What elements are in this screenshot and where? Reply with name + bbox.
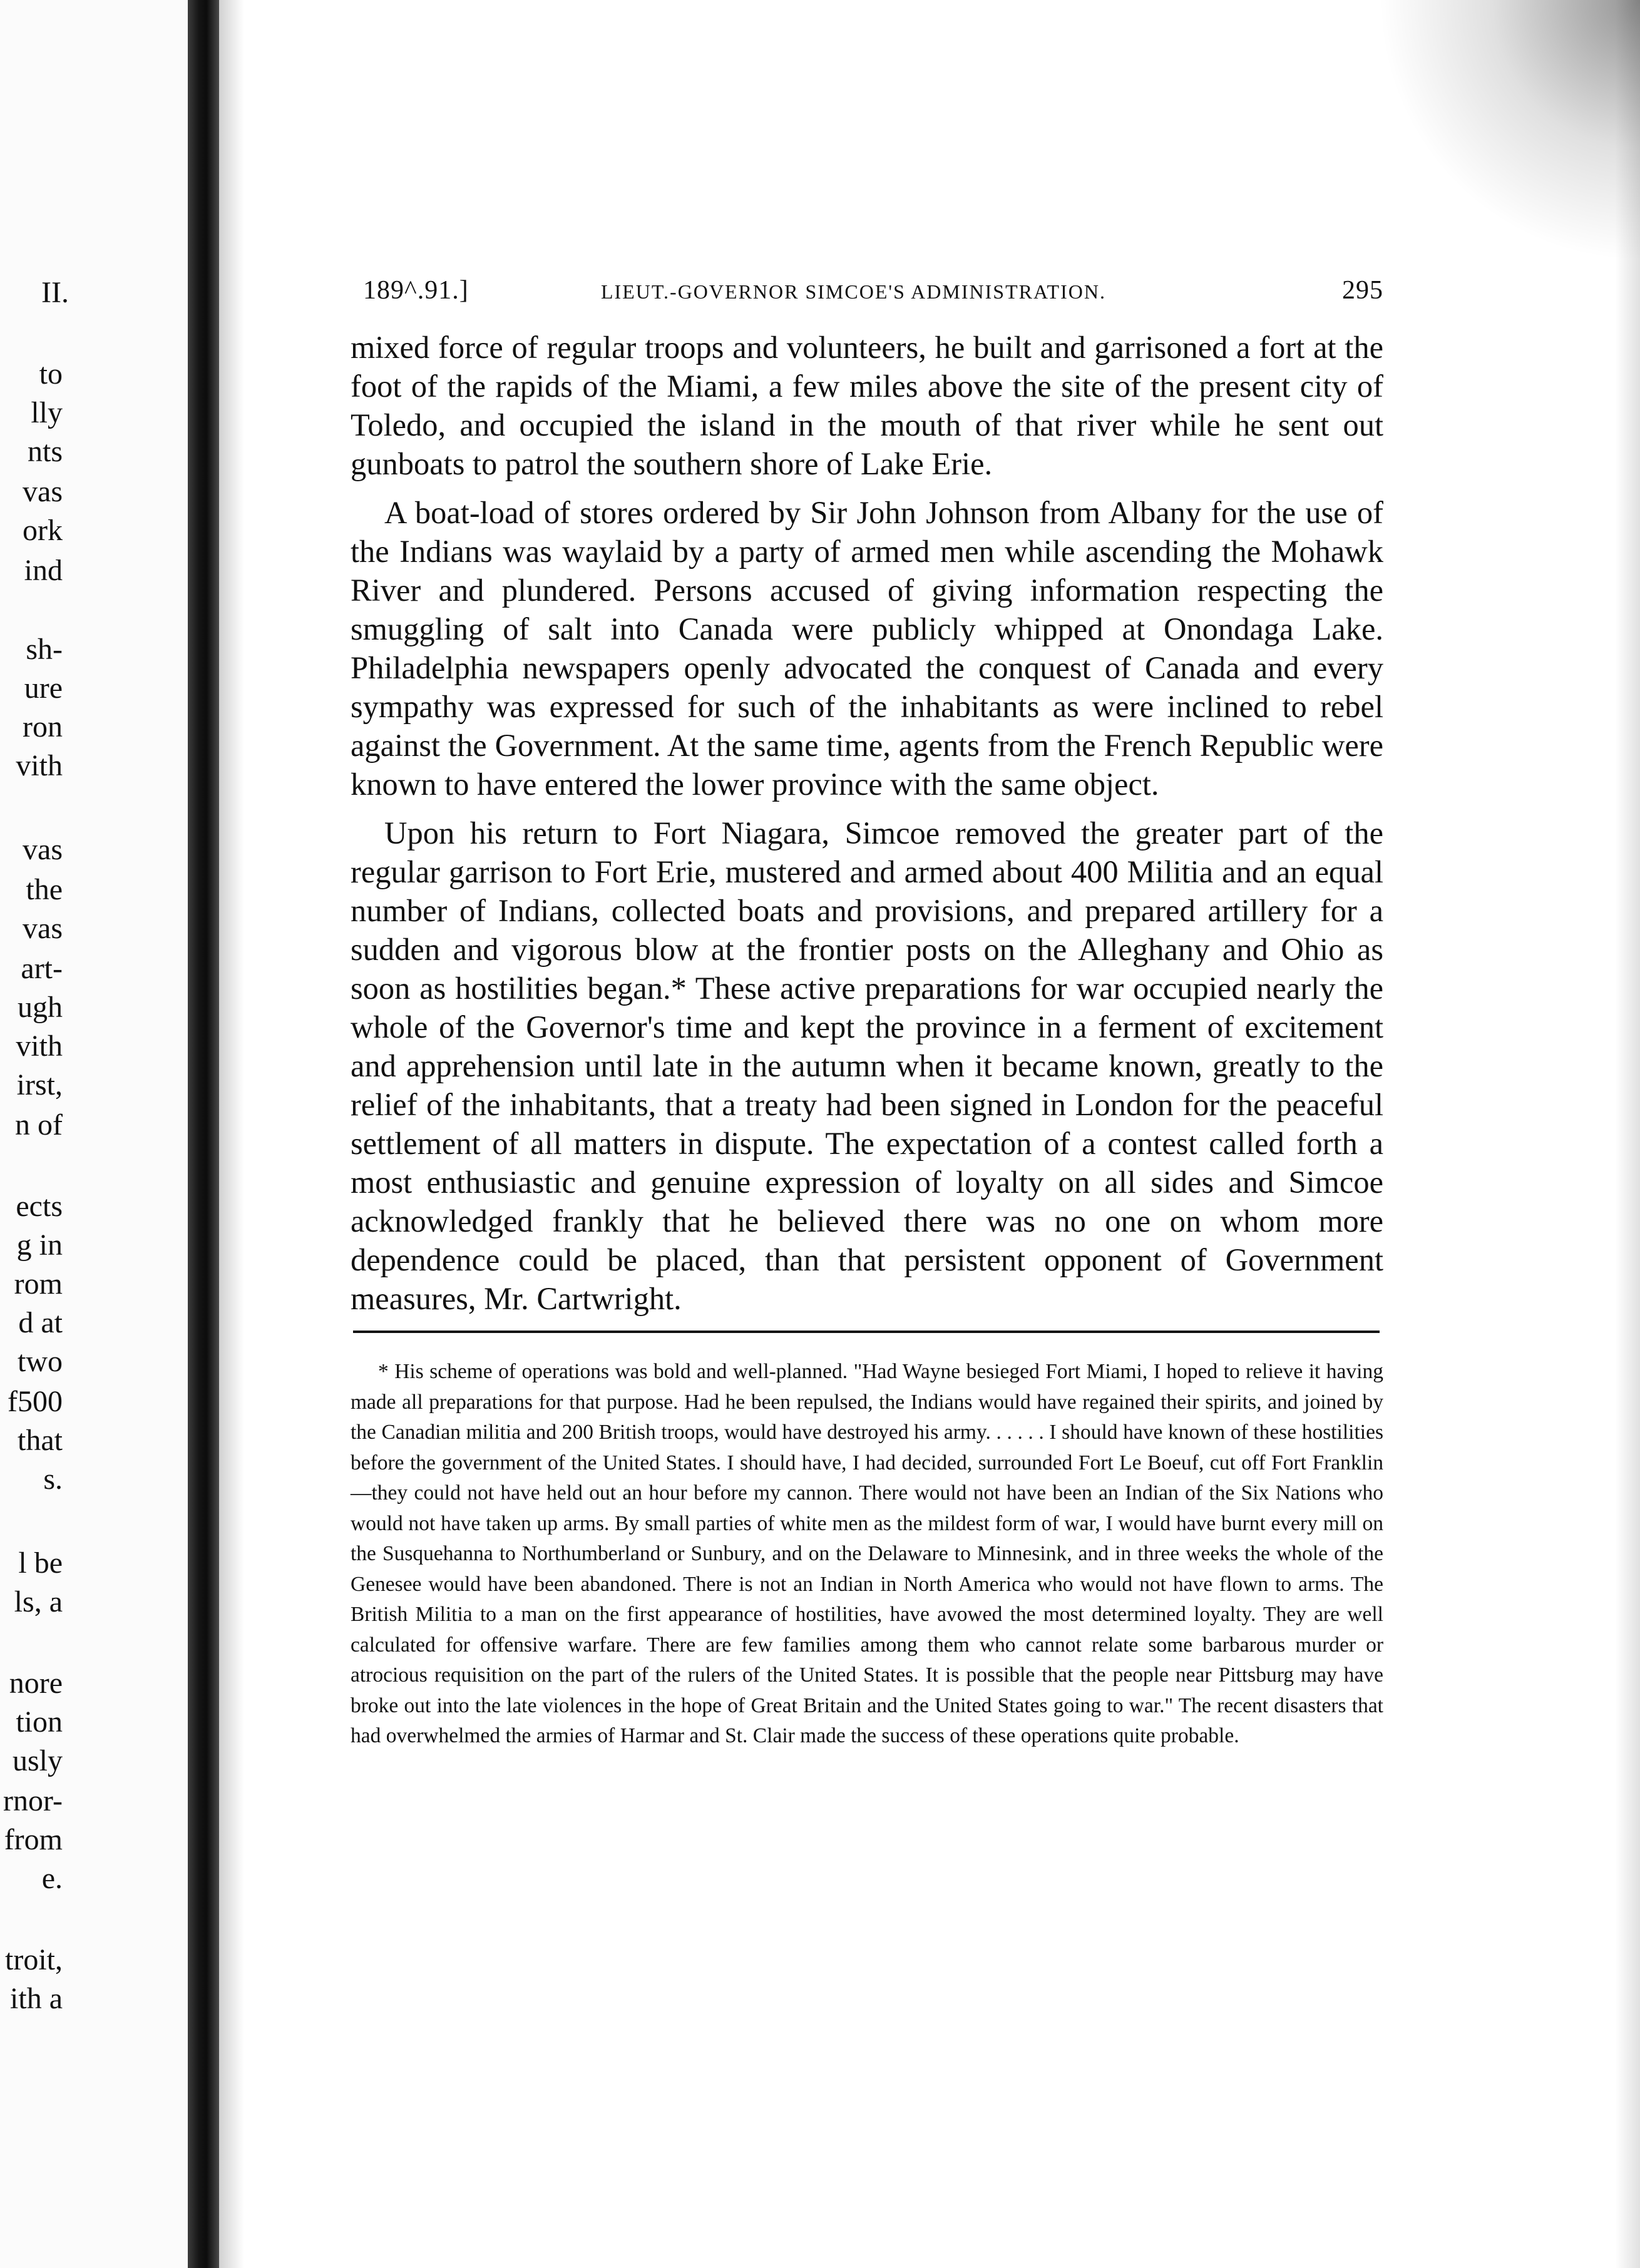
facing-page-fragment: l be (18, 1546, 63, 1580)
facing-page-fragment: that (18, 1424, 63, 1457)
facing-page-fragment: from (4, 1823, 63, 1856)
facing-page-fragment: g in (16, 1228, 63, 1262)
facing-page-fragment: vith (16, 1029, 63, 1063)
facing-page-strip (0, 0, 188, 2268)
facing-page-fragment: d at (18, 1306, 63, 1339)
page-edge-shadow (1615, 0, 1640, 2268)
facing-page-fragment: ure (24, 672, 63, 705)
facing-page-fragment: irst, (16, 1068, 63, 1101)
facing-page-fragment: art- (21, 952, 63, 985)
facing-page-fragment: to (39, 357, 63, 391)
facing-page-fragment: ron (23, 710, 63, 743)
facing-page-fragment: f500 (8, 1385, 63, 1418)
facing-page-fragment: tion (16, 1705, 63, 1739)
facing-page-fragment: nts (27, 435, 63, 468)
facing-page-fragment: two (18, 1345, 63, 1378)
paragraph: mixed force of regular troops and volunteers, he built and garrisoned a fort at the foot of the rapids of the Miami, a few miles above the site of the present city of Toledo, and occupied the island in the mouth of that river while he sent out gunboats to patrol the southern shore of Lake Erie. (351, 330, 1383, 481)
facing-page-fragment: troit, (5, 1943, 63, 1976)
paragraph: Upon his return to Fort Niagara, Simcoe removed the greater part of the regular garrison to Fort Erie, mustered and armed about 400 Militia and an equal number of Indians, collected boats and provisions, and prepared artillery for a sudden and vigorous blow at the frontier posts on the Alleghany and Ohio as soon as hostilities began.* These active preparations for war occupied nearly the whole of the Governor's time and kept the province in a ferment of excitement and apprehension until late in the autumn when it became known, greatly to the relief of the inhabitants, that a treaty had been signed in London for the peaceful settlement of all matters in dispute. The expectation of a contest called forth a most enthusiastic and genuine expression of loyalty on all sides and Simcoe acknowledged frankly that he believed there was no one on whom more dependence could be placed, than that persistent opponent of Government measures, Mr. Cartwright. (351, 815, 1383, 1316)
facing-page-fragment: vith (16, 749, 63, 782)
footnote (351, 1357, 1383, 1752)
gutter-shadow (219, 0, 244, 2268)
footnote-rule (353, 1331, 1380, 1333)
facing-page-fragment: lly (31, 396, 63, 429)
facing-page-fragment: the (26, 873, 63, 906)
footnote-text: * His scheme of operations was bold and well-planned. "Had Wayne besieged Fort Miami, I hoped to relieve it having made all preparations for that purpose. Had he been repulsed, the Indians would have regained their spirits, and joined by the Canadian militia and 200 British troops, would have destroyed his army. . . . . . I should have known of these hostilities before the government of the United States. I should have, I had decided, surrounded Fort Le Boeuf, cut off Fort Franklin—they could not have held out an hour before my cannon. There would not have been an Indian of the Six Nations who would not have taken up arms. By small parties of white men as the mildest form of war, I would have burnt every mill on the Susquehanna to Northumberland or Sunbury, and on the Delaware to Minnesink, and in three weeks the whole of the Genesee would have been abandoned. There is not an Indian in North America who would not have flown to arms. The British Militia to a man on the first appearance of hostilities, have avowed the most determined loyalty. They are well calculated for offensive warfare. There are few families among them who cannot relate some barbarous murder or atrocious requisition on the part of the rulers of the United States. It is possible that the people near Pittsburg may have broke out into the late violences in the hope of Great Britain and the United States going to war." The recent disasters that had overwhelmed the armies of Harmar and St. Clair made the success of these operations quite probable. (351, 1360, 1383, 1747)
facing-page-fragment: rom (14, 1267, 63, 1300)
body-text (351, 328, 1383, 1318)
facing-page-fragment: usly (12, 1744, 63, 1777)
facing-page-fragment: ects (16, 1190, 63, 1223)
facing-page-fragment: ind (24, 554, 63, 587)
running-head-date: 189^.91.] (363, 276, 469, 305)
facing-page-fragment: ork (23, 514, 63, 547)
corner-shadow (1377, 0, 1640, 263)
facing-page-fragment: rnor- (3, 1784, 63, 1817)
facing-page-fragment: s. (43, 1463, 63, 1496)
facing-page-fragment: ls, a (14, 1585, 63, 1618)
running-head-title: LIEUT.-GOVERNOR SIMCOE'S ADMINISTRATION. (601, 280, 1106, 303)
facing-page-fragment: sh- (26, 633, 63, 666)
facing-page-fragment: e. (41, 1862, 63, 1895)
facing-page-fragment: II. (41, 276, 69, 309)
facing-page-fragment: nore (9, 1667, 63, 1700)
facing-page-fragment: ugh (18, 991, 63, 1024)
book-gutter (188, 0, 219, 2268)
facing-page-fragment: ith a (10, 1982, 63, 2015)
paragraph: A boat-load of stores ordered by Sir John Johnson from Albany for the use of the Indians was waylaid by a party of armed men while ascending the Mohawk River and plundered. Persons accused of giving information respecting the smuggling of salt into Canada were publicly whipped at Onondaga Lake. Philadelphia newspapers openly advocated the conquest of Canada and every sympathy was expressed for such of the inhabitants as were inclined to rebel against the Government. At the same time, agents from the French Republic were known to have entered the lower province with the same object. (351, 495, 1383, 802)
facing-page-fragment: vas (23, 833, 63, 866)
page-number: 295 (1342, 276, 1383, 305)
running-head (351, 263, 1383, 313)
page-content (351, 263, 1383, 1752)
facing-page-fragment: n of (15, 1108, 63, 1142)
facing-page-fragment: vas (23, 475, 63, 508)
facing-page-fragment: vas (23, 912, 63, 945)
